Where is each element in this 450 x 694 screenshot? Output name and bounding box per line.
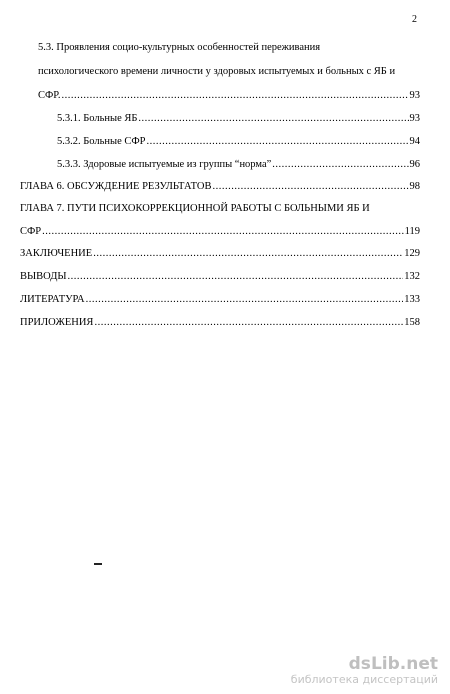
toc-entry-appendix[interactable] <box>20 316 420 329</box>
toc-entry-literature[interactable] <box>20 293 420 306</box>
toc-entry-5-3-title-line1: 5.3. Проявления социо-культурных особенностей переживания <box>38 42 321 53</box>
toc-page-number: 129 <box>404 248 420 259</box>
toc-page-number: 119 <box>404 226 420 237</box>
toc-page-number: 133 <box>404 294 420 305</box>
toc-entry-5-3-1[interactable] <box>57 112 420 125</box>
toc-page-number: 94 <box>409 136 420 147</box>
toc-entry-5-3-2[interactable] <box>57 135 420 148</box>
toc-entry-label: СФР. <box>38 90 61 101</box>
dot-leader <box>42 225 403 238</box>
toc-entry-conclusion[interactable] <box>20 247 420 260</box>
dot-leader <box>61 89 408 102</box>
toc-entry-5-3-3[interactable] <box>57 158 420 171</box>
toc-entry-5-3-title-line2: психологического времени личности у здоровых испытуемых и больных с ЯБ и <box>38 66 396 77</box>
toc-page-number: 93 <box>409 90 420 101</box>
dot-leader <box>212 180 408 193</box>
dot-leader <box>86 293 404 306</box>
watermark <box>291 655 438 686</box>
toc-entry-label: ЗАКЛЮЧЕНИЕ <box>20 248 93 259</box>
dot-leader <box>68 270 404 283</box>
page-number: 2 <box>412 14 417 25</box>
dot-leader <box>93 247 403 260</box>
watermark-subtitle: библиотека диссертаций <box>290 673 438 686</box>
dot-leader <box>94 316 403 329</box>
watermark-logo: dsLib.net <box>348 654 438 674</box>
toc-entry-label: 5.3.2. Больные СФР <box>57 136 146 147</box>
toc-entry-chapter-6[interactable] <box>20 180 420 193</box>
toc-entry-label: ЛИТЕРАТУРА <box>20 294 85 305</box>
toc-entry-label: СФР <box>20 226 42 237</box>
toc-entry-findings[interactable] <box>20 270 420 283</box>
toc-entry-5-3[interactable] <box>38 89 420 102</box>
toc-entry-chapter-7-title-line1: ГЛАВА 7. ПУТИ ПСИХОКОРРЕКЦИОННОЙ РАБОТЫ С БОЛЬНЫМИ ЯБ И <box>20 203 370 214</box>
toc-entry-label: 5.3.1. Больные ЯБ <box>57 113 138 124</box>
toc-page-number: 96 <box>409 159 420 170</box>
toc-entry-label: ГЛАВА 6. ОБСУЖДЕНИЕ РЕЗУЛЬТАТОВ <box>20 181 212 192</box>
toc-page-number: 132 <box>404 271 420 282</box>
toc-page-number: 93 <box>409 113 420 124</box>
dot-leader <box>138 112 408 125</box>
toc-entry-label: 5.3.3. Здоровые испытуемые из группы “норма” <box>57 159 272 170</box>
dot-leader <box>147 135 409 148</box>
toc-entry-label: ВЫВОДЫ <box>20 271 67 282</box>
dot-leader <box>272 158 408 171</box>
toc-page-number: 158 <box>404 317 420 328</box>
toc-entry-label: ПРИЛОЖЕНИЯ <box>20 317 94 328</box>
toc-entry-chapter-7[interactable] <box>20 225 420 238</box>
toc-page-number: 98 <box>409 181 420 192</box>
scan-mark <box>94 563 102 565</box>
